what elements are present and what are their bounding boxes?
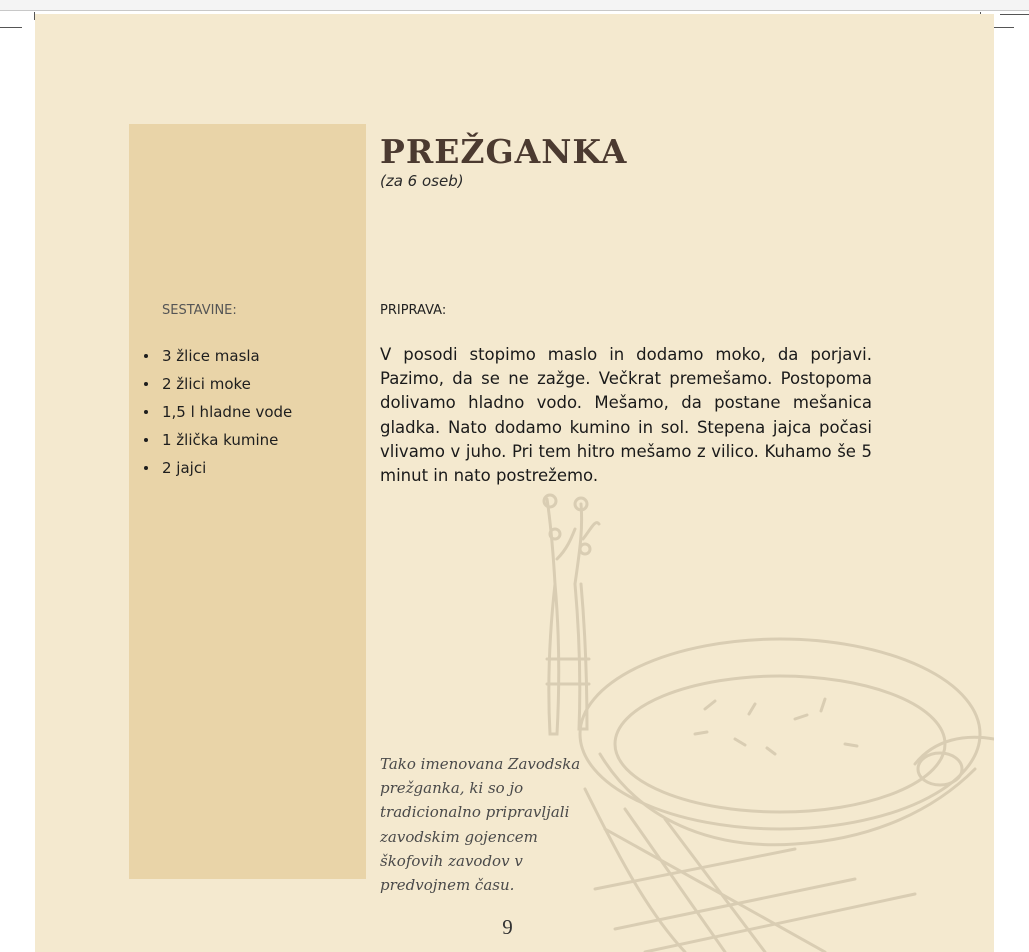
ingredient-item: 3 žlice masla [144,346,292,374]
recipe-page [35,14,994,952]
preparation-text: V posodi stopimo maslo in dodamo moko, da porjavi. Pazimo, da se ne zažge. Večkrat premešamo. Postopoma dolivamo hladno vodo. Mešamo, da postane mešanica gladka. Nato dodamo kumino in sol. Stepena jajca počasi vlivamo v juho. Pri tem hitro mešamo z vilico. Kuhamo še 5 minut in nato postrežemo. [380,345,872,486]
crop-mark-top-right-h2 [1000,14,1029,15]
ingredients-list [144,346,292,486]
viewer-top-edge [0,0,1029,11]
ingredients-heading: SESTAVINE: [162,303,237,318]
preparation-heading: PRIPRAVA: [380,303,447,318]
ingredient-item: 1,5 l hladne vode [144,402,292,430]
page-number: 9 [502,915,513,939]
recipe-title: PREŽGANKA [380,132,628,171]
ingredient-item: 2 jajci [144,458,292,486]
ingredients-sidebar [129,124,366,879]
recipe-servings: (za 6 oseb) [380,172,464,190]
ingredient-item: 1 žlička kumine [144,430,292,458]
recipe-note: Tako imenovana Zavodska prežganka, ki so jo tradicionalno pripravljali zavodskim gojencem škofovih zavodov v predvojnem času. [380,755,581,895]
crop-mark-top-left-h [0,27,22,28]
ingredient-item: 2 žlici moke [144,374,292,402]
